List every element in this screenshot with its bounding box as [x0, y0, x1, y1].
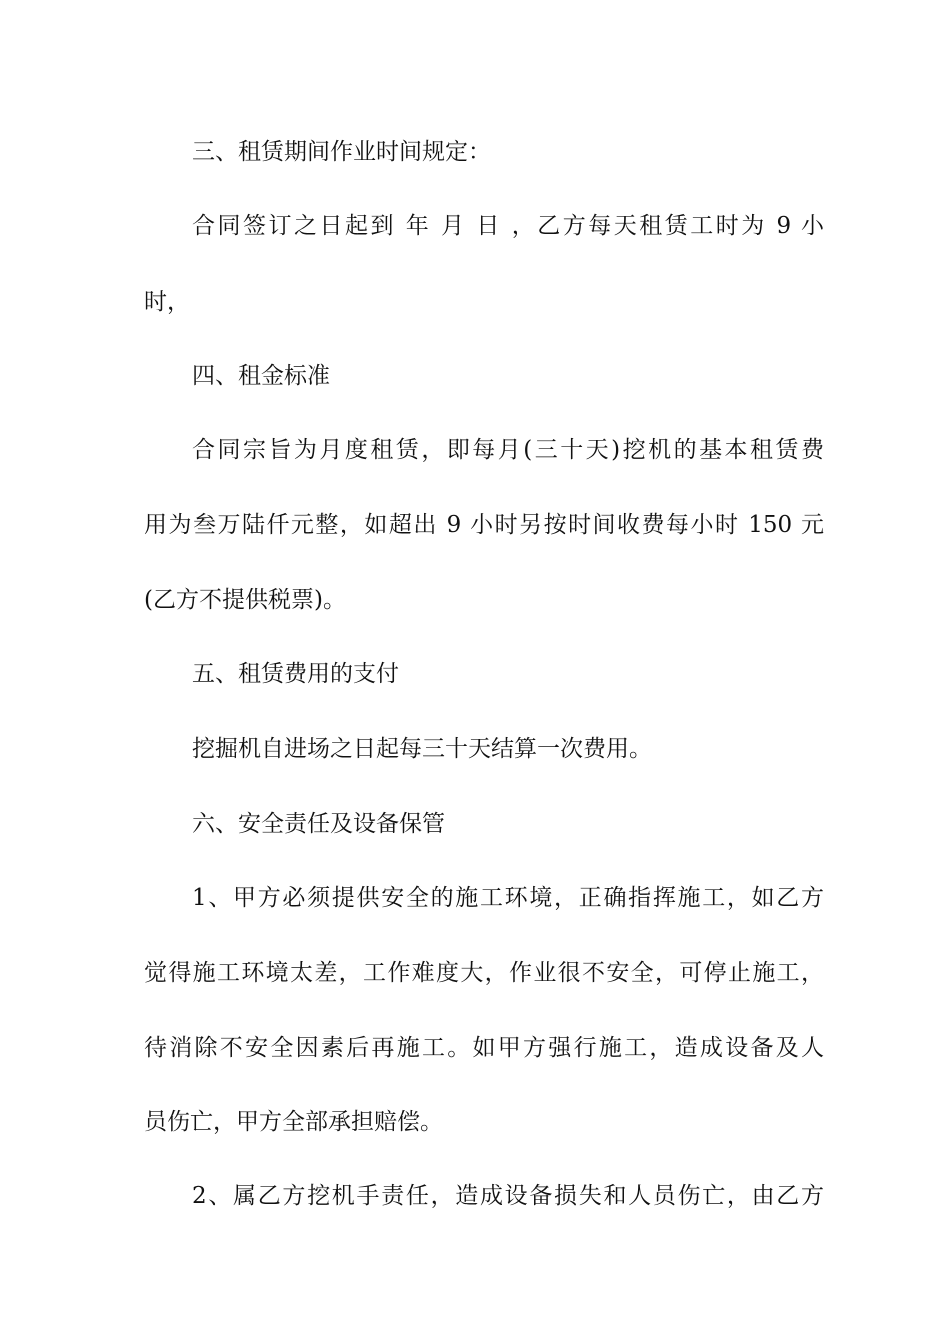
paragraph-line: 用为叁万陆仟元整，如超出 9 小时另按时间收费每小时 150 元 — [144, 512, 824, 538]
paragraph-line: 员伤亡，甲方全部承担赔偿。 — [144, 1109, 443, 1135]
paragraph-line: 合同宗旨为月度租赁，即每月(三十天)挖机的基本租赁费 — [192, 437, 824, 463]
section-heading-work-hours: 三、租赁期间作业时间规定： — [192, 139, 491, 165]
paragraph-line: 觉得施工环境太差，工作难度大，作业很不安全，可停止施工， — [144, 960, 824, 986]
paragraph-line: 2、属乙方挖机手责任，造成设备损失和人员伤亡，由乙方 — [192, 1183, 824, 1209]
section-heading-payment: 五、租赁费用的支付 — [192, 661, 399, 687]
paragraph-line: 1、甲方必须提供安全的施工环境，正确指挥施工，如乙方 — [192, 885, 824, 911]
paragraph-line: 待消除不安全因素后再施工。如甲方强行施工，造成设备及人 — [144, 1035, 824, 1061]
paragraph-line: 时， — [144, 289, 190, 315]
section-heading-rent-standard: 四、租金标准 — [192, 363, 330, 389]
paragraph-line: (乙方不提供税票)。 — [144, 587, 346, 613]
section-heading-safety: 六、安全责任及设备保管 — [192, 811, 445, 837]
paragraph-line: 合同签订之日起到 年 月 日 ，乙方每天租赁工时为 9 小 — [192, 213, 824, 239]
paragraph-line: 挖掘机自进场之日起每三十天结算一次费用。 — [192, 736, 652, 762]
